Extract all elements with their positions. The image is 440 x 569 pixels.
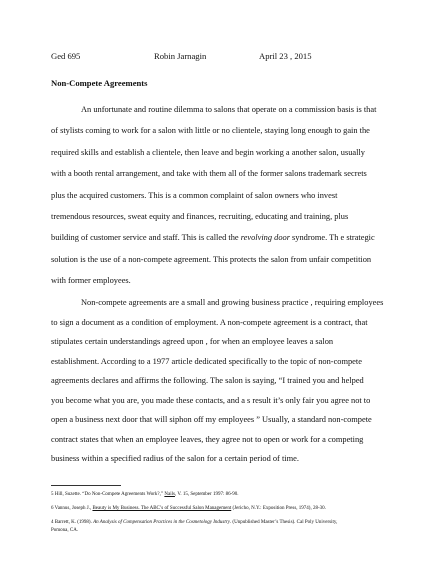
text-run: building of customer service and staff. This is called the [51,233,241,243]
text-line: stipulates certain understandings agreed upon , for when an employee leaves a salon [51,337,334,346]
author-name: Robin Jarnagin [154,51,207,61]
text-line: with former employees. [51,276,131,286]
footnote-2: 6 Vannus, Joseph J., Beauty is My Business. The ABC’s of Successful Salon Management (Jericho, N.Y.: Exposition Press, 1974), 28-30. [51,506,326,511]
italic-term: revolving door [240,233,290,243]
text-line: with a booth rental arrangement, and take with them all of the former salons trademark secrets [51,169,367,179]
text-line: An unfortunate and routine dilemma to salons that operate on a commission basis is that [81,105,377,114]
text-line: open a business next door that will siphon off my employees ” Usually, a standard non-compete [51,415,372,424]
footnote-divider [51,485,121,486]
text-line: establishment. According to a 1977 article dedicated specifically to the topic of non-compete [51,356,362,366]
text-line: agreements declares and affirms the following. The salon is saying, “I trained you and helped [51,376,364,385]
footnote-3-source: An Analysis of Compensation Practices in the Cosmetology Industry [93,520,230,525]
text-line: business within a specified radius of the salon for a certain period of time. [51,454,299,463]
footnote-2-source: Beauty is My Business. The ABC’s of Successful Salon Management [92,506,232,511]
text-line: Non-compete agreements are a small and growing business practice , requiring employees [81,298,384,307]
date-label: April 23 , 2015 [259,51,312,61]
text-line: to sign a document as a condition of employment. A non-compete agreement is a contract, that [51,317,368,327]
text-run: syndrome. Th e strategic [289,233,375,243]
text-line: of stylists coming to work for a salon with little or no clientele, staying long enough to gain the [51,126,370,136]
text-line: solution is the use of a non-compete agreement. This protects the salon from unfair competition [51,254,372,264]
text-line: contract states that when an employee leaves, they agree not to open or work for a competing [51,434,364,444]
footnote-1-source: Nails [164,492,175,497]
text-line [51,233,375,242]
course-label: Ged 695 [51,51,81,61]
footnote-3-continuation: Pomona, CA. [51,528,79,533]
text-line: required skills and establish a clientele, then leave and begin working a another salon, usually [51,147,365,157]
footnote-1: 5 Hill, Suzette. “Do Non-Compete Agreements Work?,” Nails, V. 15, September 1997: 86-90. [51,492,239,497]
text-line: plus the acquired customers. This is a common complaint of salon owners who invest [51,190,338,200]
text-line: tremendous resources, sweat equity and finances, recruiting, educating and training, plus [51,212,349,221]
footnote-3: 4 Barrett, K. (1998). An Analysis of Compensation Practices in the Cosmetology Industry. (Unpublished Master’s Thesis). Cal Poly University, [51,520,338,525]
text-line: you become what you are, you made these contacts, and a s result it’s only fair you agree not to [51,395,371,405]
page-title: Non-Compete Agreements [51,78,148,88]
